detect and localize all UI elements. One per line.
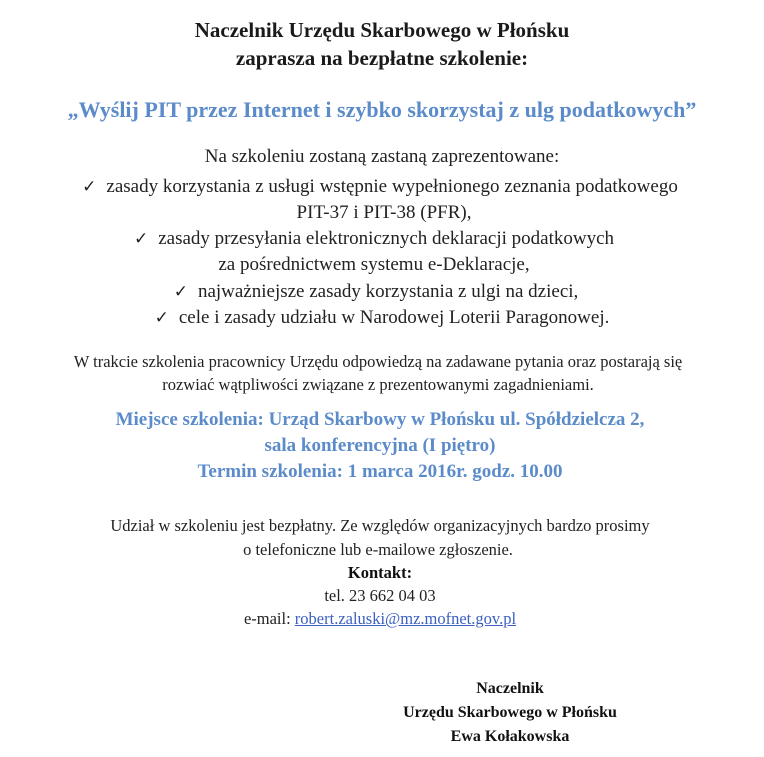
bullet-text: zasady korzystania z usługi wstępnie wypełnionego zeznania podatkowego (106, 176, 678, 197)
header-line-1: Naczelnik Urzędu Skarbowego w Płońsku (194, 18, 570, 42)
bullet-2-line-1 (0, 228, 756, 250)
contact-heading: Kontakt: (347, 563, 413, 582)
participation-line-2: o telefoniczne lub e-mailowe zgłoszenie. (243, 540, 513, 559)
checkmark-icon: ✓ (82, 177, 97, 197)
intro-text: Na szkoleniu zostaną zastaną zaprezentowane: (204, 146, 560, 167)
email-link[interactable]: robert.zaluski@mz.mofnet.gov.pl (294, 609, 517, 628)
info-paragraph-line-1: W trakcie szkolenia pracownicy Urzędu odpowiedzą na zadawane pytania oraz postarają się (73, 352, 683, 371)
checkmark-icon: ✓ (154, 308, 169, 328)
checkmark-icon: ✓ (133, 229, 149, 249)
contact-phone: tel. 23 662 04 03 (324, 586, 436, 605)
signature-office: Urzędu Skarbowego w Płońsku (403, 704, 617, 721)
bullet-1-line-2: PIT-37 i PIT-38 (PFR), (296, 202, 472, 223)
training-date: Termin szkolenia: 1 marca 2016r. godz. 10.00 (197, 461, 563, 482)
bullet-text: cele i zasady udziału w Narodowej Loterii Paragonowej. (178, 307, 610, 328)
signature-name: Ewa Kołakowska (450, 728, 570, 745)
bullet-4 (0, 307, 764, 329)
info-paragraph-line-2: rozwiać wątpliwości związane z prezentowanymi zagadnieniami. (162, 375, 594, 394)
checkmark-icon: ✓ (173, 282, 188, 302)
bullet-1-line-1 (0, 176, 762, 198)
contact-email-line (0, 609, 762, 629)
training-title: „Wyślij PIT przez Internet i szybko skorzystaj z ulg podatkowych” (67, 97, 697, 122)
venue-line-1: Miejsce szkolenia: Urząd Skarbowy w Płońsku ul. Spółdzielcza 2, (115, 409, 645, 430)
venue-line-2: sala konferencyjna (I piętro) (264, 435, 496, 456)
participation-line-1: Udział w szkoleniu jest bezpłatny. Ze względów organizacyjnych bardzo prosimy (110, 516, 650, 535)
signature-title: Naczelnik (476, 680, 544, 697)
bullet-2-line-2: za pośrednictwem systemu e-Deklaracje, (218, 254, 530, 275)
bullet-text: zasady przesyłania elektronicznych deklaracji podatkowych (158, 228, 615, 249)
bullet-3 (0, 281, 758, 303)
header-line-2: zaprasza na bezpłatne szkolenie: (235, 46, 529, 70)
email-label: e-mail: (243, 609, 295, 628)
bullet-text: najważniejsze zasady korzystania z ulgi na dzieci, (197, 281, 579, 302)
